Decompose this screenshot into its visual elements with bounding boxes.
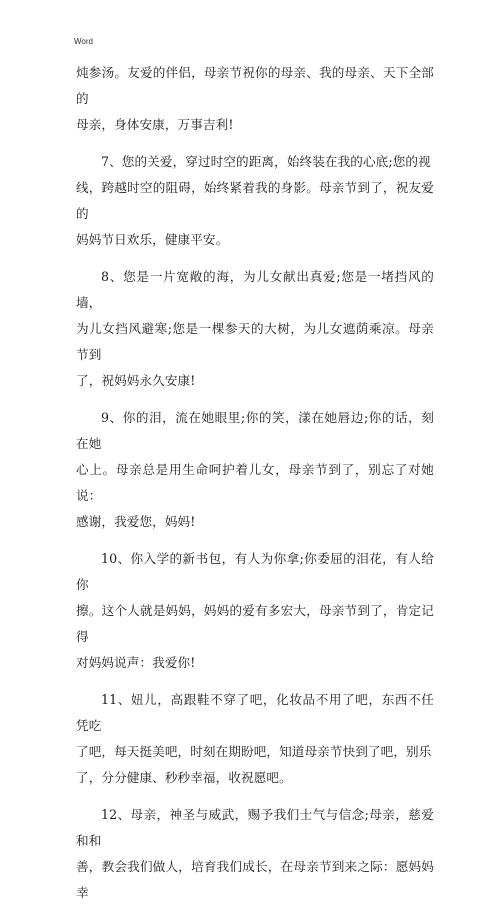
paragraph-line: 8、您是一片宽敞的海，为儿女献出真爱;您是一堵挡风的墙， xyxy=(76,269,434,310)
paragraph-line: 感谢，我爱您，妈妈! xyxy=(76,514,196,529)
paragraph-line: 对妈妈说声：我爱你! xyxy=(76,655,196,670)
paragraph-line: 7、您的关爱，穿过时空的距离，始终装在我的心底;您的视 xyxy=(101,154,431,169)
header-label: Word xyxy=(74,37,93,46)
paragraph-intro xyxy=(76,60,434,138)
paragraph-8 xyxy=(76,264,434,394)
paragraph-line: 12、母亲，神圣与威武，赐予我们士气与信念;母亲，慈爱和和 xyxy=(76,807,434,848)
paragraph-12 xyxy=(76,802,434,906)
paragraph-line: 了，分分健康、秒秒幸福，收祝愿吧。 xyxy=(76,770,292,785)
paragraph-11 xyxy=(76,687,434,791)
paragraph-7 xyxy=(76,149,434,253)
paragraph-line: 善，教会我们做人，培育我们成长，在母亲节到来之际：愿妈妈幸 xyxy=(76,859,434,900)
document-body xyxy=(76,60,434,917)
paragraph-line: 了，祝妈妈永久安康! xyxy=(76,373,196,388)
paragraph-line: 9、你的泪，流在她眼里;你的笑，漾在她唇边;你的话，刻在她 xyxy=(76,410,434,451)
paragraph-line: 炖参汤。友爱的伴侣，母亲节祝你的母亲、我的母亲、天下全部的 xyxy=(76,65,434,106)
paragraph-line: 母亲，身体安康，万事吉利! xyxy=(76,117,234,132)
paragraph-line: 擦。这个人就是妈妈，妈妈的爱有多宏大，母亲节到了，肯定记得 xyxy=(76,603,434,644)
paragraph-line: 线，跨越时空的阻碍，始终紧着我的身影。母亲节到了，祝友爱的 xyxy=(76,180,434,221)
paragraph-line: 为儿女挡风避寒;您是一棵参天的大树，为儿女遮荫乘凉。母亲节到 xyxy=(76,321,434,362)
paragraph-line: 妈妈节日欢乐，健康平安。 xyxy=(76,232,229,247)
paragraph-10 xyxy=(76,546,434,676)
paragraph-9 xyxy=(76,405,434,535)
paragraph-line: 心上。母亲总是用生命呵护着儿女，母亲节到了，别忘了对她说： xyxy=(76,462,434,503)
paragraph-line: 11、妞儿，高跟鞋不穿了吧，化妆品不用了吧，东西不任凭吃 xyxy=(76,692,434,733)
paragraph-line: 10、你入学的新书包，有人为你拿;你委屈的泪花，有人给你 xyxy=(76,551,434,592)
paragraph-line: 了吧，每天挺美吧，时刻在期盼吧，知道母亲节快到了吧，别乐 xyxy=(76,744,432,759)
